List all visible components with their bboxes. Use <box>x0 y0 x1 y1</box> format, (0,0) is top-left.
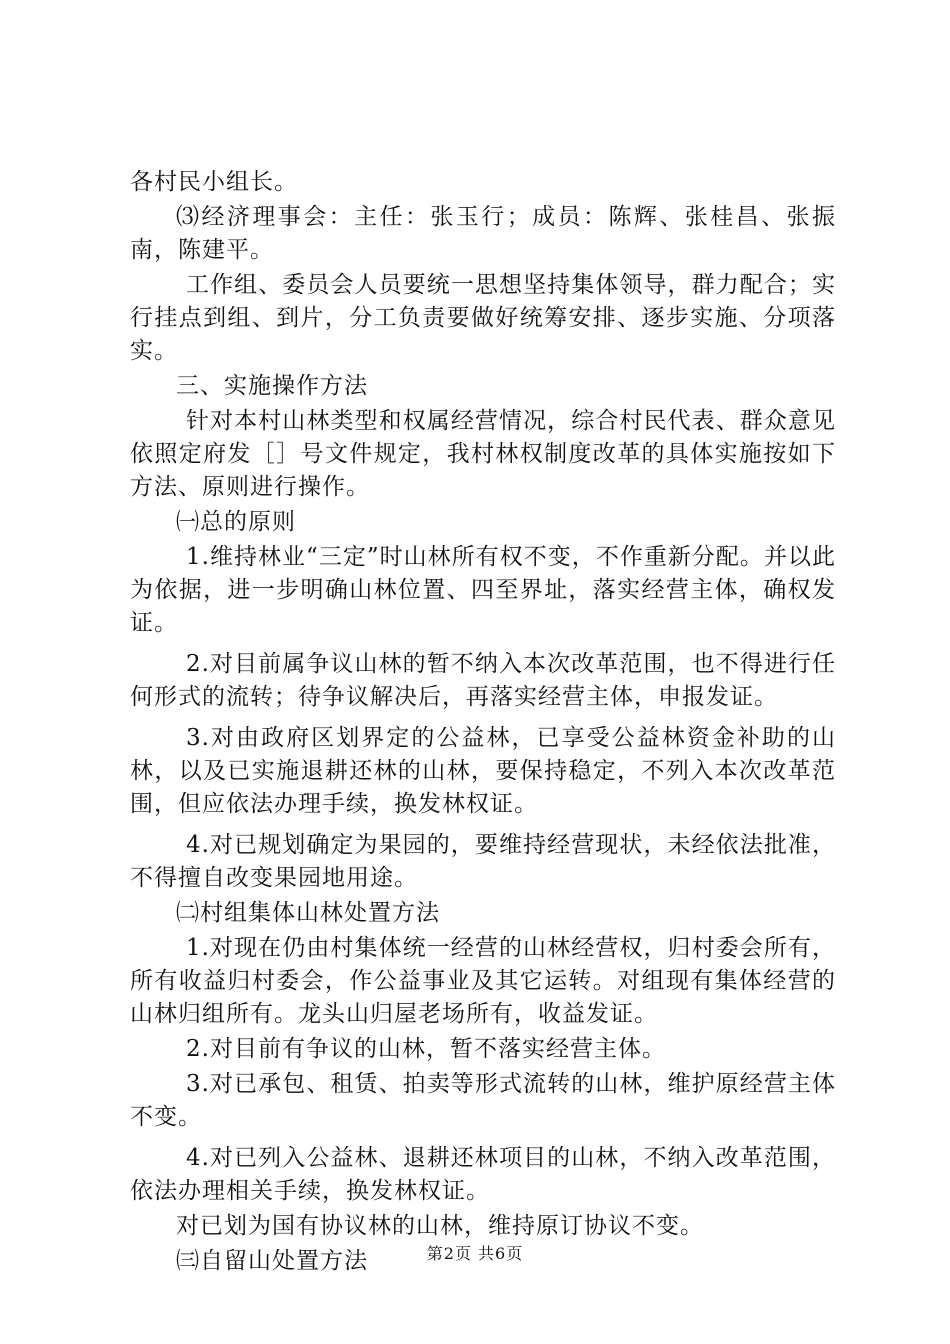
paragraph: 针对本村山林类型和权属经营情况，综合村民代表、群众意见依照定府发［］号文件规定，我村林权制度改革的具体实施按如下方法、原则进行操作。 <box>130 408 836 500</box>
paragraph: 2.对目前属争议山林的暂不纳入本次改革范围，也不得进行任何形式的流转；待争议解决后，再落实经营主体，申报发证。 <box>130 651 836 710</box>
paragraph: 2.对目前有争议的山林，暂不落实经营主体。 <box>186 1036 666 1062</box>
paragraph: ㈡村组集体山林处置方法 <box>176 900 440 926</box>
paragraph: ⑶经济理事会：主任：张玉行；成员：陈辉、张桂昌、张振南，陈建平。 <box>130 204 836 263</box>
paragraph: 4.对已列入公益林、退耕还林项目的山林，不纳入改革范围，依法办理相关手续，换发林权证。 <box>130 1145 836 1204</box>
paragraph: 3.对已承包、租赁、拍卖等形式流转的山林，维护原经营主体不变。 <box>130 1071 836 1130</box>
page-footer: 第2页 共6页 <box>426 1244 524 1263</box>
document-body <box>130 166 836 1280</box>
paragraph: ㈢自留山处置方法 <box>176 1248 368 1274</box>
paragraph: 工作组、委员会人员要统一思想坚持集体领导，群力配合；实行挂点到组、到片，分工负责要做好统筹安排、逐步实施、分项落实。 <box>130 272 836 364</box>
paragraph: 1.对现在仍由村集体统一经营的山林经营权，归村委会所有，所有收益归村委会，作公益事业及其它运转。对组现有集体经营的山林归组所有。龙头山归屋老场所有，收益发证。 <box>130 935 836 1027</box>
paragraph: 各村民小组长。 <box>130 169 298 195</box>
paragraph: 对已划为国有协议林的山林，维持原订协议不变。 <box>176 1213 704 1239</box>
paragraph: 1.维持林业“三定”时山林所有权不变，不作重新分配。并以此为依据，进一步明确山林位置、四至界址，落实经营主体，确权发证。 <box>130 544 836 636</box>
paragraph: ㈠总的原则 <box>176 509 296 535</box>
paragraph: 三、实施操作方法 <box>176 373 368 399</box>
paragraph: 4.对已规划确定为果园的，要维持经营现状，未经依法批准，不得擅自改变果园地用途。 <box>130 832 836 891</box>
paragraph: 3.对由政府区划界定的公益林，已享受公益林资金补助的山林，以及已实施退耕还林的山林，要保持稳定，不列入本次改革范围，但应依法办理手续，换发林权证。 <box>130 725 836 817</box>
